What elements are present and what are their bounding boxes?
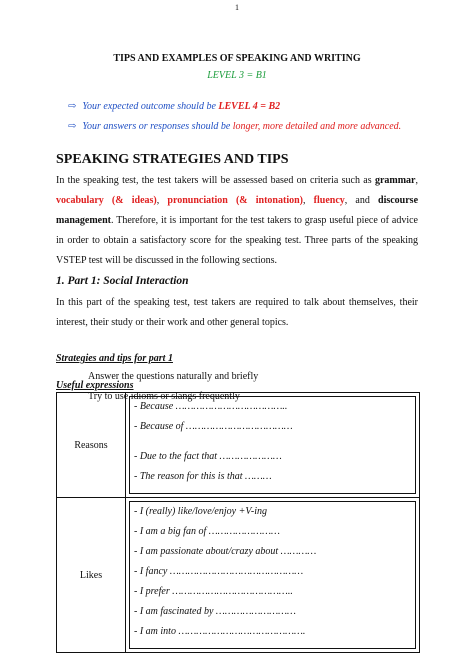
- category-cell: Reasons: [57, 393, 126, 498]
- expressions-box: [129, 501, 416, 649]
- expressions-box: [129, 396, 416, 494]
- tip-item: Answer the questions naturally and briefly: [88, 371, 259, 382]
- separator: ,: [156, 195, 168, 206]
- criterion-pronunciation: pronunciation (& intonation): [167, 195, 303, 206]
- separator: ,: [303, 195, 314, 206]
- intro-text-end: . Therefore, it is important for the test takers to grasp useful piece of advice in order to obtain a satisfactory score for the speaking test. Three parts of the speaking VSTEP test will be discussed in the following sections.: [56, 215, 418, 266]
- criterion-grammar: grammar: [374, 175, 416, 186]
- bullet-highlight: longer, more detailed and more advanced.: [232, 121, 402, 132]
- part1-heading: 1. Part 1: Social Interaction: [56, 275, 189, 287]
- intro-text: In the speaking test, the test takers will be assessed based on criteria such as: [56, 175, 375, 186]
- expected-outcome-bullet: [68, 101, 280, 112]
- expression-line: - I am a big fan of ……………………: [134, 526, 280, 537]
- expression-line: - I (really) like/love/enjoy +V-ing: [134, 506, 267, 517]
- bullet-text: Your expected outcome should be: [82, 101, 216, 112]
- category-cell: Likes: [57, 498, 126, 653]
- expression-line: - I fancy ………………………………………: [134, 566, 304, 577]
- useful-expressions-label: Useful expressions: [56, 380, 134, 391]
- separator: ,: [415, 175, 418, 186]
- expression-line: - I am passionate about/crazy about …………: [134, 546, 317, 557]
- part1-paragraph: In this part of the speaking test, test takers are required to talk about themselves, their interest, their study or their work and other general topics.: [56, 297, 418, 328]
- answers-bullet: [68, 121, 401, 132]
- expression-line: - I am into …………………………………….: [134, 626, 306, 637]
- table-row: [57, 393, 420, 498]
- strategies-label: Strategies and tips for part 1: [56, 353, 173, 364]
- level-subtitle: LEVEL 3 = B1: [207, 70, 267, 81]
- expression-line: - I am fascinated by ………………………: [134, 606, 296, 617]
- document-title: TIPS AND EXAMPLES OF SPEAKING AND WRITING: [113, 53, 361, 64]
- expressions-table: [56, 392, 420, 653]
- criterion-fluency: fluency: [313, 195, 345, 206]
- tip-item: Try to use idioms or slangs frequently: [88, 391, 240, 402]
- table-row: [57, 498, 420, 653]
- bullet-highlight: LEVEL 4 = B2: [218, 101, 281, 112]
- expression-line: - Because ………………………………..: [134, 401, 288, 412]
- page-number: 1: [235, 3, 239, 12]
- expression-line: - Due to the fact that …………………: [134, 451, 282, 462]
- expressions-cell: [126, 498, 420, 653]
- separator: , and: [344, 195, 379, 206]
- expression-line: - I prefer …………………………………..: [134, 586, 293, 597]
- criterion-discourse: discourse management: [56, 195, 419, 226]
- expression-line: - The reason for this is that ………: [134, 471, 272, 482]
- expressions-cell: [126, 393, 420, 498]
- right-arrow-icon: ⇨: [68, 101, 77, 112]
- bullet-text: Your answers or responses should be: [82, 121, 231, 132]
- expression-line: - Because of ………………………………: [134, 421, 293, 432]
- intro-paragraph: [56, 171, 418, 271]
- section-heading: SPEAKING STRATEGIES AND TIPS: [56, 152, 289, 167]
- criterion-vocabulary: vocabulary (& ideas): [56, 195, 157, 206]
- right-arrow-icon: ⇨: [68, 121, 77, 132]
